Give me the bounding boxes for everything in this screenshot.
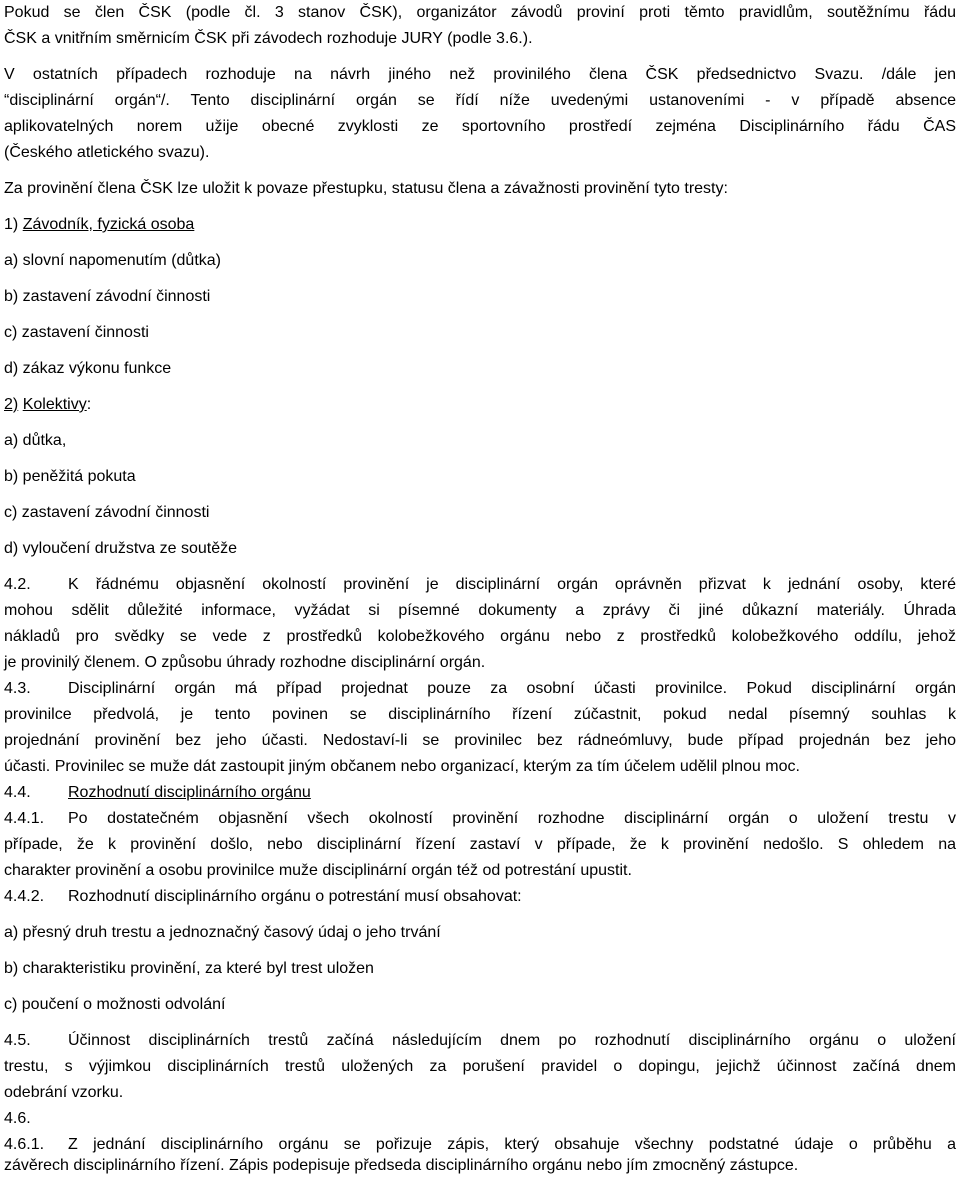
list-item: d) zákaz výkonu funkce xyxy=(4,360,172,377)
collective-suffix: : xyxy=(86,396,92,413)
section-4-4-2-line: 4.4.2. Rozhodnutí disciplinárního orgánu o potrestání musí obsahovat: xyxy=(4,886,956,908)
section-4-3-line: účasti. Provinilec se muže dát zastoupit jiným občanem nebo organizací, kterým za tím účelem udělil plnou moc. xyxy=(4,758,800,775)
section-4-5-line: odebrání vzorku. xyxy=(4,1084,124,1101)
section-4-2-line: 4.2. K řádnému objasnění okolností provinění je disciplinární orgán oprávněn přizvat k jednání osoby, které xyxy=(4,574,956,596)
section-4-4-1-line: případe, že k provinění došlo, nebo disciplinární řízení zastaví v případe, že k provinění nedošlo. S ohledem na xyxy=(4,836,956,853)
section-number: 4.4.1. xyxy=(4,810,45,827)
section-number: 4.6.1. xyxy=(4,1136,45,1153)
section-number: 4.5. xyxy=(4,1032,31,1049)
section-4-6-1-line: 4.6.1. Z jednání disciplinárního orgánu se pořizuje zápis, který obsahuje všechny podstatné údaje o průběhu a xyxy=(4,1134,956,1156)
section-4-6-1-line: závěrech disciplinárního řízení. Zápis podepisuje předseda disciplinárního orgánu nebo jím zmocněný zástupce. xyxy=(4,1157,799,1174)
list-item: a) slovní napomenutím (důtka) xyxy=(4,252,221,269)
collective-heading-line xyxy=(4,394,956,416)
list-item: b) charakteristiku provinění, za které byl trest uložen xyxy=(4,960,374,977)
section-4-2-line: mohou sdělit důležité informace, vyžádat si písemné dokumenty a zprávy či jiné důkazní materiály. Úhrada xyxy=(4,602,956,619)
section-number: 4.4. xyxy=(4,784,31,801)
section-number: 4.4.2. xyxy=(4,888,45,905)
section-4-4-line xyxy=(4,782,956,804)
intro-line: aplikovatelných norem užije obecné zvyklosti ze sportovního prostředí zejména Disciplinárního řádu ČAS xyxy=(4,118,956,135)
section-4-5-line: 4.5. Účinnost disciplinárních trestů začíná následujícím dnem po rozhodnutí disciplinárního orgánu o uložení xyxy=(4,1030,956,1052)
intro-line: “disciplinární orgán“/. Tento disciplinární orgán se řídí níže uvedenými ustanoveními - v případě absence xyxy=(4,92,956,109)
section-4-6-line xyxy=(4,1108,956,1130)
penalties-intro: Za provinění člena ČSK lze uložit k povaze přestupku, statusu člena a závažnosti provinění tyto tresty: xyxy=(4,180,728,197)
section-number: 4.2. xyxy=(4,576,31,593)
list-item: b) peněžitá pokuta xyxy=(4,468,136,485)
section-4-5-line: trestu, s výjimkou disciplinárních trestů uložených za porušení pravidel o dopingu, jejichž účinnost začíná dnem xyxy=(4,1058,956,1075)
list-number: 1) xyxy=(4,216,19,233)
list-item: c) zastavení činnosti xyxy=(4,324,149,341)
individual-heading-line xyxy=(4,214,956,236)
intro-line: (Českého atletického svazu). xyxy=(4,144,210,161)
list-item: a) přesný druh trestu a jednoznačný časový údaj o jeho trvání xyxy=(4,924,441,941)
section-4-3-line: projednání provinění bez jeho účasti. Nedostaví-li se provinilec bez rádneómluvy, bude případ projednán bez jeho xyxy=(4,732,956,749)
intro-line: Pokud se člen ČSK (podle čl. 3 stanov ČSK), organizátor závodů proviní proti těmto pravidlům, soutěžnímu řádu xyxy=(4,4,956,21)
collective-number: 2) xyxy=(4,396,19,413)
section-4-3-line: 4.3. Disciplinární orgán má případ projednat pouze za osobní účasti provinilce. Pokud disciplinární orgán xyxy=(4,678,956,700)
list-item: d) vyloučení družstva ze soutěže xyxy=(4,540,238,557)
list-item: a) důtka, xyxy=(4,432,67,449)
intro-line: V ostatních případech rozhoduje na návrh jiného než provinilého člena ČSK předsednictvo Svazu. /dále jen xyxy=(4,66,956,83)
section-4-4-1-line: charakter provinění a osobu provinilce muže disciplinární orgán též od potrestání upustit. xyxy=(4,862,632,879)
section-4-3-line: provinilce předvolá, je tento povinen se disciplinárního řízení zúčastnit, pokud nedal písemný souhlas k xyxy=(4,706,956,723)
section-number: 4.3. xyxy=(4,680,31,697)
section-heading: Rozhodnutí disciplinárního orgánu xyxy=(68,784,311,801)
list-item: c) zastavení závodní činnosti xyxy=(4,504,210,521)
intro-line: ČSK a vnitřním směrnicím ČSK při závodech rozhoduje JURY (podle 3.6.). xyxy=(4,30,533,47)
section-number: 4.6. xyxy=(4,1110,31,1127)
collective-heading: Kolektivy xyxy=(22,396,87,413)
list-item: b) zastavení závodní činnosti xyxy=(4,288,211,305)
section-4-2-line: nákladů pro svědky se vede z prostředků kolobežkového orgánu nebo z prostředků kolobežkového oddílu, jehož xyxy=(4,628,956,645)
section-4-4-1-line: 4.4.1. Po dostatečném objasnění všech okolností provinění rozhodne disciplinární orgán o uložení trestu v xyxy=(4,808,956,830)
individual-heading: Závodník, fyzická osoba xyxy=(22,216,195,233)
section-4-2-line: je provinilý členem. O způsobu úhrady rozhodne disciplinární orgán. xyxy=(4,654,486,671)
list-item: c) poučení o možnosti odvolání xyxy=(4,996,226,1013)
